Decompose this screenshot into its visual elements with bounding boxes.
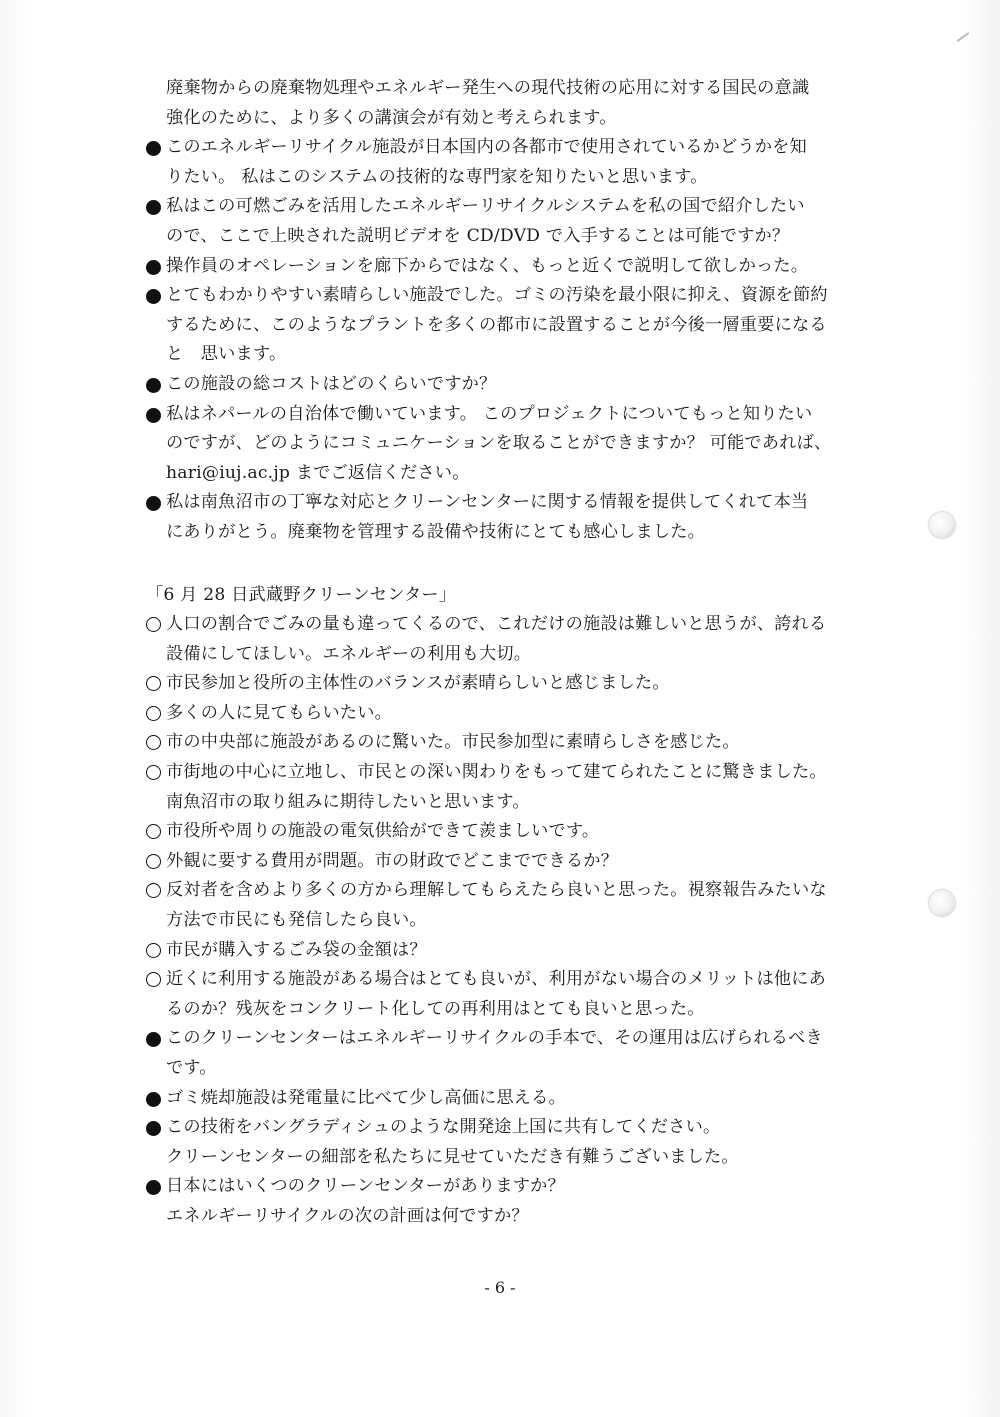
comment-line-continuation bbox=[146, 163, 862, 193]
comment-text: 市役所や周りの施設の電気供給ができて羨ましいです。 bbox=[166, 821, 600, 842]
section-heading: 「6 月 28 日武蔵野クリーンセンター」 bbox=[146, 584, 457, 605]
comment-line-continuation bbox=[146, 995, 862, 1025]
comment-text: 私はネパールの自治体で働いています。 このプロジェクトについてもっと知りたい bbox=[166, 403, 813, 424]
filled-bullet-icon bbox=[146, 1180, 161, 1195]
comment-text: 市民参加と役所の主体性のバランスが素晴らしいと感じました。 bbox=[166, 673, 670, 694]
comment-item bbox=[146, 488, 862, 518]
comment-item bbox=[146, 965, 862, 995]
comment-item bbox=[146, 281, 862, 311]
comment-line-continuation bbox=[146, 459, 862, 489]
comment-item bbox=[146, 699, 862, 729]
open-circle-bullet-icon bbox=[146, 676, 161, 691]
comment-text: するために、このようなプラントを多くの都市に設置することが今後一層重要になる bbox=[166, 314, 827, 335]
punch-hole-bottom bbox=[929, 890, 955, 916]
comment-text: るのか？残灰をコンクリート化しての再利用はとても良いと思った。 bbox=[166, 998, 705, 1019]
filled-bullet-icon bbox=[146, 496, 161, 511]
open-circle-bullet-icon bbox=[146, 972, 161, 987]
page-number: - 6 - bbox=[484, 1278, 516, 1297]
comment-text: 外観に要する費用が問題。市の財政でどこまでできるか？ bbox=[166, 850, 619, 871]
comment-text: 多くの人に見てもらいたい。 bbox=[166, 702, 393, 723]
comment-text: 人口の割合でごみの量も違ってくるので、これだけの施設は難しいと思うが、誇れる bbox=[166, 614, 827, 635]
comment-item bbox=[146, 133, 862, 163]
open-circle-bullet-icon bbox=[146, 706, 161, 721]
open-circle-bullet-icon bbox=[146, 735, 161, 750]
comment-item bbox=[146, 1113, 862, 1143]
comment-item bbox=[146, 1084, 862, 1114]
filled-bullet-icon bbox=[146, 1121, 161, 1136]
comment-item bbox=[146, 669, 862, 699]
comment-line-continuation bbox=[146, 640, 862, 670]
filled-bullet-icon bbox=[146, 200, 161, 215]
comment-text: エネルギーリサイクルの次の計画は何ですか？ bbox=[166, 1205, 529, 1226]
comment-text: ので、ここで上映された説明ビデオを CD/DVD で入手することは可能ですか？ bbox=[166, 225, 790, 246]
comment-item bbox=[146, 400, 862, 430]
comment-text: クリーンセンターの細部を私たちに見せていただき有難うございました。 bbox=[166, 1146, 739, 1167]
comment-item bbox=[146, 876, 862, 906]
comment-line-continuation bbox=[146, 104, 862, 134]
comment-item bbox=[146, 1024, 862, 1054]
comment-line-continuation bbox=[146, 518, 862, 548]
comment-line-continuation bbox=[146, 429, 862, 459]
comment-line-continuation bbox=[146, 1202, 862, 1232]
comment-item bbox=[146, 252, 862, 282]
comment-text: 私は南魚沼市の丁寧な対応とクリーンセンターに関する情報を提供してくれて本当 bbox=[166, 492, 809, 513]
comment-line-continuation bbox=[146, 340, 862, 370]
filled-bullet-icon bbox=[146, 1032, 161, 1047]
comments-section-2 bbox=[146, 610, 862, 1231]
comment-item bbox=[146, 1172, 862, 1202]
comment-text: 市の中央部に施設があるのに驚いた。市民参加型に素晴らしさを感じた。 bbox=[166, 732, 740, 753]
comment-line-continuation bbox=[146, 788, 862, 818]
comment-text: 強化のために、より多くの講演会が有効と考えられます。 bbox=[166, 107, 617, 128]
comment-line-continuation bbox=[146, 311, 862, 341]
comment-text: hari@iuj.ac.jp までご返信ください。 bbox=[166, 462, 470, 483]
comment-item bbox=[146, 370, 862, 400]
filled-bullet-icon bbox=[146, 260, 161, 275]
comment-line-continuation bbox=[146, 74, 862, 104]
comment-text: とてもわかりやすい素晴らしい施設でした。ゴミの汚染を最小限に抑え、資源を節約 bbox=[166, 285, 828, 306]
comment-item bbox=[146, 610, 862, 640]
comment-text: 市民が購入するごみ袋の金額は？ bbox=[166, 939, 427, 960]
open-circle-bullet-icon bbox=[146, 765, 161, 780]
comment-text: 方法で市民にも発信したら良い。 bbox=[166, 910, 427, 931]
comment-text: 設備にしてほしい。エネルギーの利用も大切。 bbox=[166, 643, 532, 664]
comment-item bbox=[146, 728, 862, 758]
comment-text: この施設の総コストはどのくらいですか？ bbox=[166, 373, 497, 394]
comment-text: と 思います。 bbox=[166, 344, 287, 365]
punch-hole-top bbox=[929, 512, 955, 538]
filled-bullet-icon bbox=[146, 378, 161, 393]
comment-line-continuation bbox=[146, 906, 862, 936]
comment-line-continuation bbox=[146, 1054, 862, 1084]
comment-text: 反対者を含めより多くの方から理解してもらえたら良いと思った。視察報告みたいな bbox=[166, 880, 827, 901]
comment-item bbox=[146, 817, 862, 847]
open-circle-bullet-icon bbox=[146, 824, 161, 839]
comment-item bbox=[146, 192, 862, 222]
comment-text: 操作員のオペレーションを廊下からではなく、もっと近くで説明して欲しかった。 bbox=[166, 255, 809, 276]
comment-text: 日本にはいくつのクリーンセンターがありますか？ bbox=[166, 1176, 565, 1197]
comment-text: このクリーンセンターはエネルギーリサイクルの手本で、その運用は広げられるべき bbox=[166, 1028, 823, 1049]
document-body bbox=[146, 74, 862, 1232]
comment-text: ゴミ焼却施設は発電量に比べて少し高価に思える。 bbox=[166, 1087, 566, 1108]
scan-mark bbox=[957, 32, 970, 42]
open-circle-bullet-icon bbox=[146, 854, 161, 869]
open-circle-bullet-icon bbox=[146, 883, 161, 898]
comment-text: りたい。 私はこのシステムの技術的な専門家を知りたいと思います。 bbox=[166, 166, 708, 187]
filled-bullet-icon bbox=[146, 408, 161, 423]
comment-line-continuation bbox=[146, 1143, 862, 1173]
filled-bullet-icon bbox=[146, 1092, 161, 1107]
comment-item bbox=[146, 936, 862, 966]
comment-text: 近くに利用する施設がある場合はとても良いが、利用がない場合のメリットは他にあ bbox=[166, 969, 827, 990]
comment-text: のですが、どのようにコミュニケーションを取ることができますか？ 可能であれば、 bbox=[166, 433, 832, 454]
open-circle-bullet-icon bbox=[146, 617, 161, 632]
comment-text: です。 bbox=[166, 1058, 217, 1078]
comments-section-1 bbox=[146, 74, 862, 548]
filled-bullet-icon bbox=[146, 141, 161, 156]
comment-text: このエネルギーリサイクル施設が日本国内の各都市で使用されているかどうかを知 bbox=[166, 137, 807, 158]
open-circle-bullet-icon bbox=[146, 943, 161, 958]
comment-text: にありがとう。廃棄物を管理する設備や技術にとても感心しました。 bbox=[166, 521, 706, 542]
comment-line-continuation bbox=[146, 222, 862, 252]
comment-text: 市街地の中心に立地し、市民との深い関わりをもって建てられたことに驚きました。 bbox=[166, 762, 827, 783]
comment-text: この技術をバングラディシュのような開発途上国に共有してください。 bbox=[166, 1117, 721, 1138]
comment-text: 南魚沼市の取り組みに期待したいと思います。 bbox=[166, 791, 530, 812]
comment-text: 廃棄物からの廃棄物処理やエネルギー発生への現代技術の応用に対する国民の意識 bbox=[166, 78, 810, 98]
filled-bullet-icon bbox=[146, 289, 161, 304]
comment-item bbox=[146, 847, 862, 877]
comment-item bbox=[146, 758, 862, 788]
comment-text: 私はこの可燃ごみを活用したエネルギーリサイクルシステムを私の国で紹介したい bbox=[166, 196, 805, 217]
